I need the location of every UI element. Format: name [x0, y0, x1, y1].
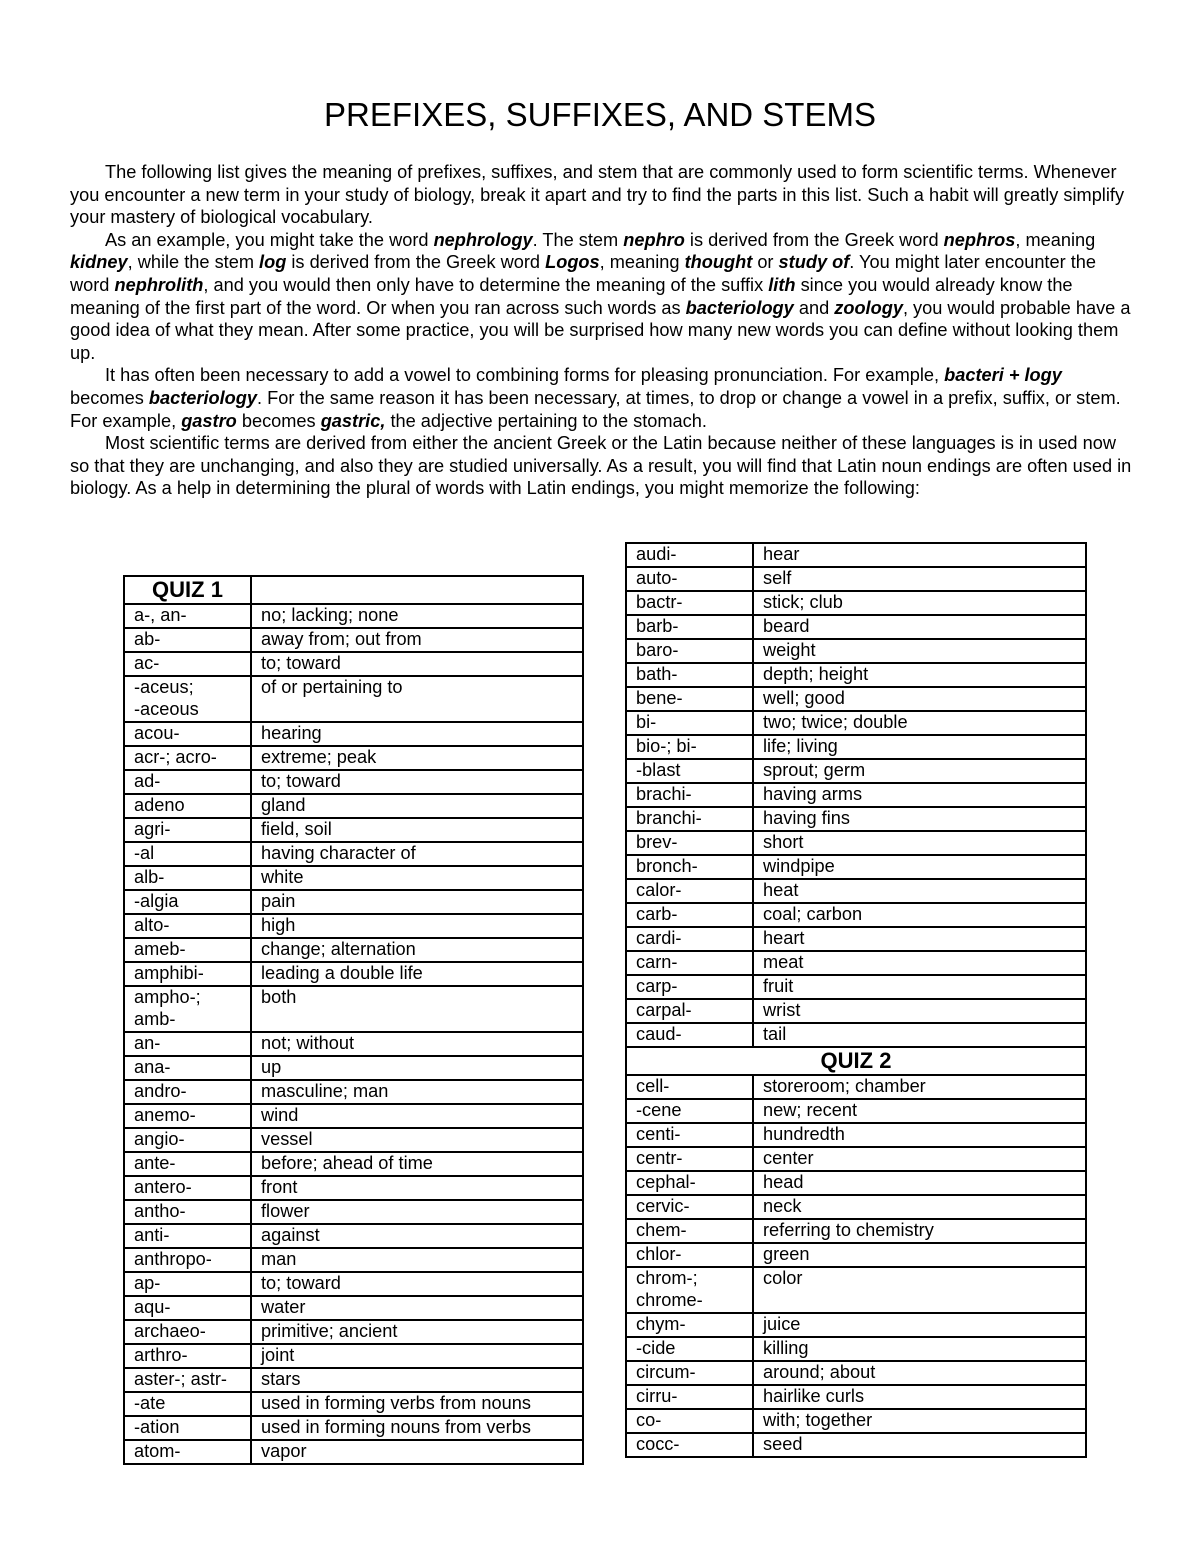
table-row: [124, 1080, 583, 1104]
table-row: [626, 1219, 1086, 1243]
table-row: [124, 1440, 583, 1464]
term-cell: bi-: [626, 711, 753, 735]
term-cell: antero-: [124, 1176, 251, 1200]
meaning-cell: vessel: [251, 1128, 583, 1152]
paragraph-text: , meaning: [1015, 229, 1096, 250]
meaning-cell: seed: [753, 1433, 1086, 1457]
meaning-cell: hearing: [251, 722, 583, 746]
meaning-cell: stars: [251, 1368, 583, 1392]
intro-paragraph-3: [70, 364, 1135, 432]
meaning-cell: vapor: [251, 1440, 583, 1464]
term-cell: anemo-: [124, 1104, 251, 1128]
term-cell: ana-: [124, 1056, 251, 1080]
intro-text: [70, 161, 1135, 500]
meaning-cell: with; together: [753, 1409, 1086, 1433]
paragraph-text: , while the stem: [127, 252, 260, 273]
table-row: [124, 628, 583, 652]
meaning-cell: meat: [753, 951, 1086, 975]
meaning-cell: having fins: [753, 807, 1086, 831]
table-row: [124, 794, 583, 818]
term-cell: -ation: [124, 1416, 251, 1440]
meaning-cell: self: [753, 567, 1086, 591]
term-cell: cardi-: [626, 927, 753, 951]
term-cell: an-: [124, 1032, 251, 1056]
meaning-cell: masculine; man: [251, 1080, 583, 1104]
meaning-cell: against: [251, 1224, 583, 1248]
table-row: [626, 951, 1086, 975]
paragraph-text: since you would already know the meaning of the first part of the word. Or when you ran across such words as: [70, 274, 1073, 318]
quiz-2-header: QUIZ 2: [626, 1047, 1086, 1075]
table-row: [626, 1385, 1086, 1409]
meaning-cell: white: [251, 866, 583, 890]
term-cell: alb-: [124, 866, 251, 890]
table-row: [124, 1392, 583, 1416]
table-row: [124, 722, 583, 746]
table-row: [626, 1099, 1086, 1123]
meaning-cell: two; twice; double: [753, 711, 1086, 735]
table-row: [626, 1023, 1086, 1047]
term-cell: cirru-: [626, 1385, 753, 1409]
term-cell: chem-: [626, 1219, 753, 1243]
table-row: [626, 1243, 1086, 1267]
term-cell: -blast: [626, 759, 753, 783]
paragraph-text: It has often been necessary to add a vowel to combining forms for pleasing pronunciation. For example,: [105, 365, 945, 386]
term-cell: anti-: [124, 1224, 251, 1248]
paragraph-text: and: [793, 297, 835, 318]
term-cell: -cene: [626, 1099, 753, 1123]
table-row: [626, 567, 1086, 591]
term-cell: audi-: [626, 543, 753, 567]
paragraph-text: . You might later encounter the word: [70, 252, 1096, 295]
table-header-row: [626, 1047, 1086, 1075]
meaning-cell: juice: [753, 1313, 1086, 1337]
table-row: [626, 783, 1086, 807]
table-row: [626, 975, 1086, 999]
term-cell: baro-: [626, 639, 753, 663]
term-cell: chrom-; chrome-: [626, 1267, 753, 1313]
meaning-cell: hundredth: [753, 1123, 1086, 1147]
meaning-cell: primitive; ancient: [251, 1320, 583, 1344]
table-row: [626, 999, 1086, 1023]
table-row: [124, 1104, 583, 1128]
emphasized-term: nephro: [623, 229, 685, 250]
paragraph-text: becomes: [70, 387, 149, 408]
meaning-cell: fruit: [753, 975, 1086, 999]
table-row: [124, 938, 583, 962]
meaning-cell: neck: [753, 1195, 1086, 1219]
table-row: [124, 1344, 583, 1368]
term-cell: -al: [124, 842, 251, 866]
term-cell: carpal-: [626, 999, 753, 1023]
table-row: [124, 1296, 583, 1320]
table-row: [626, 1267, 1086, 1313]
term-cell: anthropo-: [124, 1248, 251, 1272]
table-row: [124, 818, 583, 842]
term-cell: angio-: [124, 1128, 251, 1152]
table-row: [124, 1152, 583, 1176]
table-row: [124, 1056, 583, 1080]
intro-paragraph-1: The following list gives the meaning of prefixes, suffixes, and stem that are commonly used to form scientific terms. Whenever you encounter a new term in your study of biology, break it apart and try to find the parts in this list. Such a habit will greatly simplify your mastery of biological vocabulary.: [70, 162, 1125, 228]
table-row: [124, 914, 583, 938]
meaning-cell: to; toward: [251, 652, 583, 676]
page-title: PREFIXES, SUFFIXES, AND STEMS: [324, 96, 876, 133]
emphasized-term: gastric,: [320, 410, 386, 431]
table-row: [124, 1272, 583, 1296]
term-cell: a-, an-: [124, 604, 251, 628]
table-row: [626, 759, 1086, 783]
meaning-cell: new; recent: [753, 1099, 1086, 1123]
term-cell: atom-: [124, 1440, 251, 1464]
term-cell: aqu-: [124, 1296, 251, 1320]
meaning-cell: hear: [753, 543, 1086, 567]
meaning-cell: not; without: [251, 1032, 583, 1056]
meaning-cell: having arms: [753, 783, 1086, 807]
meaning-cell: storeroom; chamber: [753, 1075, 1086, 1099]
term-cell: bronch-: [626, 855, 753, 879]
emphasized-term: bacteriology: [148, 387, 257, 408]
table-row: [124, 746, 583, 770]
term-cell: aster-; astr-: [124, 1368, 251, 1392]
term-cell: calor-: [626, 879, 753, 903]
term-cell: agri-: [124, 818, 251, 842]
meaning-cell: life; living: [753, 735, 1086, 759]
meaning-cell: wind: [251, 1104, 583, 1128]
emphasized-term: zoology: [834, 297, 903, 318]
meaning-cell: up: [251, 1056, 583, 1080]
term-cell: co-: [626, 1409, 753, 1433]
meaning-cell: joint: [251, 1344, 583, 1368]
quiz-2-table: [625, 542, 1087, 1458]
term-cell: carn-: [626, 951, 753, 975]
term-cell: cell-: [626, 1075, 753, 1099]
table-row: [626, 639, 1086, 663]
table-row: [124, 890, 583, 914]
meaning-cell: used in forming nouns from verbs: [251, 1416, 583, 1440]
term-cell: acr-; acro-: [124, 746, 251, 770]
paragraph-text: , you would probable have a good idea of what they mean. After some practice, you will be surprised how many new words you can define without looking them up.: [70, 297, 1131, 363]
table-row: [124, 676, 583, 722]
quiz-1-header: QUIZ 1: [124, 576, 251, 604]
meaning-cell: short: [753, 831, 1086, 855]
meaning-cell: sprout; germ: [753, 759, 1086, 783]
meaning-cell: high: [251, 914, 583, 938]
paragraph-text: , and you would then only have to determine the meaning of the suffix: [203, 274, 769, 295]
term-cell: alto-: [124, 914, 251, 938]
emphasized-term: nephrology: [433, 229, 533, 250]
table-row: [626, 1075, 1086, 1099]
paragraph-text: . For the same reason it has been necessary, at times, to drop or change a vowel in a prefix, suffix, or stem. For example,: [70, 387, 1121, 431]
term-cell: circum-: [626, 1361, 753, 1385]
term-cell: carp-: [626, 975, 753, 999]
term-cell: ac-: [124, 652, 251, 676]
meaning-cell: before; ahead of time: [251, 1152, 583, 1176]
table-row: [626, 1433, 1086, 1457]
term-cell: ampho-; amb-: [124, 986, 251, 1032]
table-row: [124, 1200, 583, 1224]
meaning-cell: head: [753, 1171, 1086, 1195]
term-cell: brev-: [626, 831, 753, 855]
term-cell: -algia: [124, 890, 251, 914]
table-row: [626, 591, 1086, 615]
emphasized-term: bacteriology: [685, 297, 794, 318]
term-cell: branchi-: [626, 807, 753, 831]
term-cell: cocc-: [626, 1433, 753, 1457]
table-row: [124, 1032, 583, 1056]
meaning-cell: windpipe: [753, 855, 1086, 879]
emphasized-term: study of: [778, 252, 850, 273]
meaning-cell: both: [251, 986, 583, 1032]
meaning-cell: well; good: [753, 687, 1086, 711]
term-cell: ante-: [124, 1152, 251, 1176]
table-row: [124, 1320, 583, 1344]
meaning-cell: color: [753, 1267, 1086, 1313]
table-row: [124, 866, 583, 890]
emphasized-term: nephrolith: [114, 274, 204, 295]
meaning-cell: beard: [753, 615, 1086, 639]
term-cell: archaeo-: [124, 1320, 251, 1344]
table-row: [626, 855, 1086, 879]
term-cell: bactr-: [626, 591, 753, 615]
emphasized-term: thought: [684, 252, 753, 273]
table-row: [626, 663, 1086, 687]
meaning-cell: center: [753, 1147, 1086, 1171]
table-row: [124, 1368, 583, 1392]
table-row: [626, 687, 1086, 711]
meaning-cell: water: [251, 1296, 583, 1320]
term-cell: barb-: [626, 615, 753, 639]
table-row: [626, 903, 1086, 927]
emphasized-term: bacteri + logy: [944, 365, 1062, 386]
meaning-cell: killing: [753, 1337, 1086, 1361]
term-cell: adeno: [124, 794, 251, 818]
meaning-cell: used in forming verbs from nouns: [251, 1392, 583, 1416]
meaning-cell: front: [251, 1176, 583, 1200]
term-cell: caud-: [626, 1023, 753, 1047]
paragraph-text: or: [752, 252, 779, 273]
term-cell: bath-: [626, 663, 753, 687]
meaning-cell: heart: [753, 927, 1086, 951]
term-cell: antho-: [124, 1200, 251, 1224]
term-cell: bene-: [626, 687, 753, 711]
meaning-cell: referring to chemistry: [753, 1219, 1086, 1243]
paragraph-text: becomes: [236, 410, 321, 431]
term-cell: centr-: [626, 1147, 753, 1171]
meaning-cell: having character of: [251, 842, 583, 866]
term-cell: acou-: [124, 722, 251, 746]
term-cell: bio-; bi-: [626, 735, 753, 759]
term-cell: cephal-: [626, 1171, 753, 1195]
table-row: [124, 1224, 583, 1248]
term-cell: andro-: [124, 1080, 251, 1104]
table-row: [124, 842, 583, 866]
term-cell: auto-: [626, 567, 753, 591]
meaning-cell: around; about: [753, 1361, 1086, 1385]
meaning-cell: to; toward: [251, 1272, 583, 1296]
meaning-cell: extreme; peak: [251, 746, 583, 770]
term-cell: chym-: [626, 1313, 753, 1337]
meaning-cell: no; lacking; none: [251, 604, 583, 628]
paragraph-text: As an example, you might take the word: [105, 229, 434, 250]
meaning-cell: gland: [251, 794, 583, 818]
meaning-cell: hairlike curls: [753, 1385, 1086, 1409]
meaning-cell: of or pertaining to: [251, 676, 583, 722]
intro-paragraph-4: Most scientific terms are derived from either the ancient Greek or the Latin because neither of these languages is in used now so that they are unchanging, and also they are studied universally. As a result, you will find that Latin noun endings are often used in biology. As a help in determining the plural of words with Latin endings, you might memorize the following:: [70, 433, 1132, 499]
emphasized-term: nephros: [943, 229, 1016, 250]
table-row: [124, 1128, 583, 1152]
emphasized-term: kidney: [70, 252, 128, 273]
term-cell: brachi-: [626, 783, 753, 807]
meaning-cell: field, soil: [251, 818, 583, 842]
meaning-cell: heat: [753, 879, 1086, 903]
meaning-cell: stick; club: [753, 591, 1086, 615]
table-header-row: [124, 576, 583, 604]
meaning-cell: flower: [251, 1200, 583, 1224]
term-cell: chlor-: [626, 1243, 753, 1267]
emphasized-term: Logos: [545, 252, 600, 273]
paragraph-text: . The stem: [532, 229, 624, 250]
paragraph-text: the adjective pertaining to the stomach.: [385, 410, 707, 431]
meaning-cell: wrist: [753, 999, 1086, 1023]
table-row: [626, 927, 1086, 951]
table-row: [124, 962, 583, 986]
table-row: [124, 1176, 583, 1200]
term-cell: arthro-: [124, 1344, 251, 1368]
term-cell: carb-: [626, 903, 753, 927]
term-cell: -aceus; -aceous: [124, 676, 251, 722]
term-cell: amphibi-: [124, 962, 251, 986]
emphasized-term: lith: [768, 274, 796, 295]
table-row: [124, 1416, 583, 1440]
table-row: [626, 1123, 1086, 1147]
table-row: [626, 1337, 1086, 1361]
term-cell: ameb-: [124, 938, 251, 962]
intro-paragraph-2: [70, 229, 1135, 365]
header-blank-cell: [251, 576, 583, 604]
term-cell: centi-: [626, 1123, 753, 1147]
meaning-cell: depth; height: [753, 663, 1086, 687]
meaning-cell: man: [251, 1248, 583, 1272]
paragraph-text: , meaning: [599, 252, 685, 273]
paragraph-text: is derived from the Greek word: [286, 252, 546, 273]
meaning-cell: leading a double life: [251, 962, 583, 986]
table-row: [626, 1147, 1086, 1171]
meaning-cell: change; alternation: [251, 938, 583, 962]
emphasized-term: log: [259, 252, 287, 273]
term-cell: -cide: [626, 1337, 753, 1361]
table-row: [626, 1313, 1086, 1337]
table-row: [626, 1361, 1086, 1385]
table-row: [626, 615, 1086, 639]
quiz-1-table: [123, 575, 584, 1465]
term-cell: ad-: [124, 770, 251, 794]
meaning-cell: to; toward: [251, 770, 583, 794]
meaning-cell: coal; carbon: [753, 903, 1086, 927]
table-row: [124, 986, 583, 1032]
table-row: [124, 604, 583, 628]
term-cell: cervic-: [626, 1195, 753, 1219]
table-row: [626, 831, 1086, 855]
meaning-cell: green: [753, 1243, 1086, 1267]
term-cell: ab-: [124, 628, 251, 652]
table-row: [124, 652, 583, 676]
table-row: [626, 1171, 1086, 1195]
table-row: [626, 879, 1086, 903]
term-cell: -ate: [124, 1392, 251, 1416]
meaning-cell: tail: [753, 1023, 1086, 1047]
meaning-cell: pain: [251, 890, 583, 914]
meaning-cell: weight: [753, 639, 1086, 663]
term-cell: ap-: [124, 1272, 251, 1296]
table-row: [626, 1409, 1086, 1433]
paragraph-text: is derived from the Greek word: [684, 229, 944, 250]
table-row: [124, 770, 583, 794]
table-row: [626, 1195, 1086, 1219]
table-row: [626, 543, 1086, 567]
meaning-cell: away from; out from: [251, 628, 583, 652]
table-row: [626, 711, 1086, 735]
table-row: [124, 1248, 583, 1272]
emphasized-term: gastro: [181, 410, 237, 431]
table-row: [626, 807, 1086, 831]
table-row: [626, 735, 1086, 759]
